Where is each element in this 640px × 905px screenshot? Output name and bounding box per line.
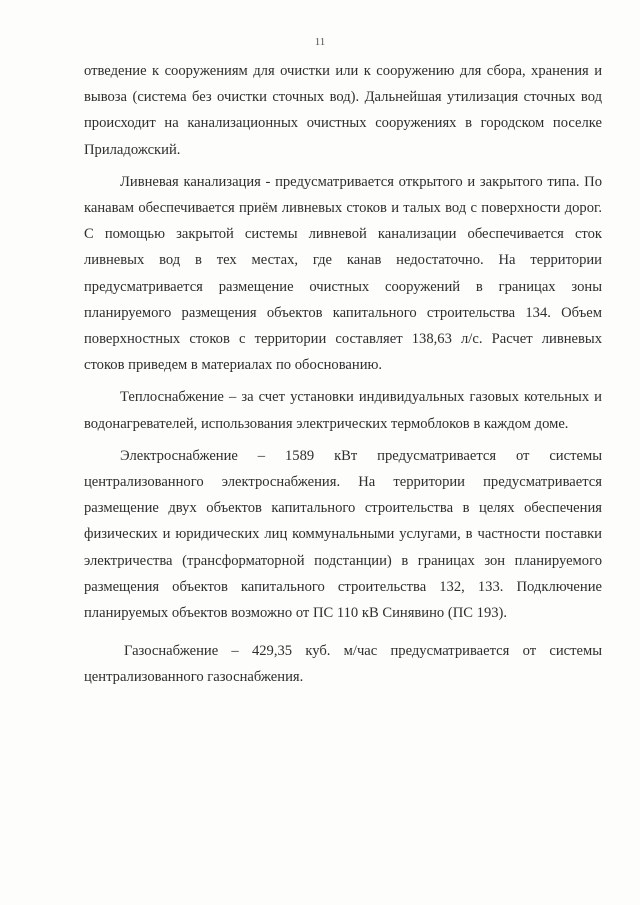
paragraph-heat-supply: Теплоснабжение – за счет установки индивидуальных газовых котельных и водонагревателей, использования электрических термоблоков в каждом доме. bbox=[84, 389, 602, 432]
page-number: 11 bbox=[314, 36, 326, 48]
paragraph-storm-sewer: Ливневая канализация - предусматривается открытого и закрытого типа. По канавам обеспечивается приём ливневых стоков и талых вод с поверхности дорог. С помощью закрытой системы ливневой канализации обеспечивается сток ливневых вод в тех местах, где канав недостаточно. На территории предусматривается размещение очистных сооружений в границах зоны планируемого размещения объектов капитального строительства 134. Объем поверхностных стоков с территории составляет 138,63 л/с. Расчет ливневых стоков приведем в материалах по обоснованию. bbox=[84, 173, 602, 374]
paragraph-gas-supply: Газоснабжение – 429,35 куб. м/час предусматривается от системы централизованного газоснабжения. bbox=[84, 643, 602, 686]
document-body bbox=[84, 58, 602, 691]
paragraph-wastewater-continuation: отведение к сооружениям для очистки или к сооружению для сбора, хранения и вывоза (система без очистки сточных вод). Дальнейшая утилизация сточных вод происходит на канализационных очистных сооружениях в городском поселке Приладожский. bbox=[84, 63, 602, 158]
paragraph-power-supply: Электроснабжение – 1589 кВт предусматривается от системы централизованного электроснабжения. На территории предусматривается размещение двух объектов капитального строительства в целях обеспечения физических и юридических лиц коммунальными услугами, в частности поставки электричества (трансформаторной подстанции) в границах зон планируемого размещения объектов капитального строительства 132, 133. Подключение планируемых объектов возможно от ПС 110 кВ Синявино (ПС 193). bbox=[84, 447, 602, 622]
